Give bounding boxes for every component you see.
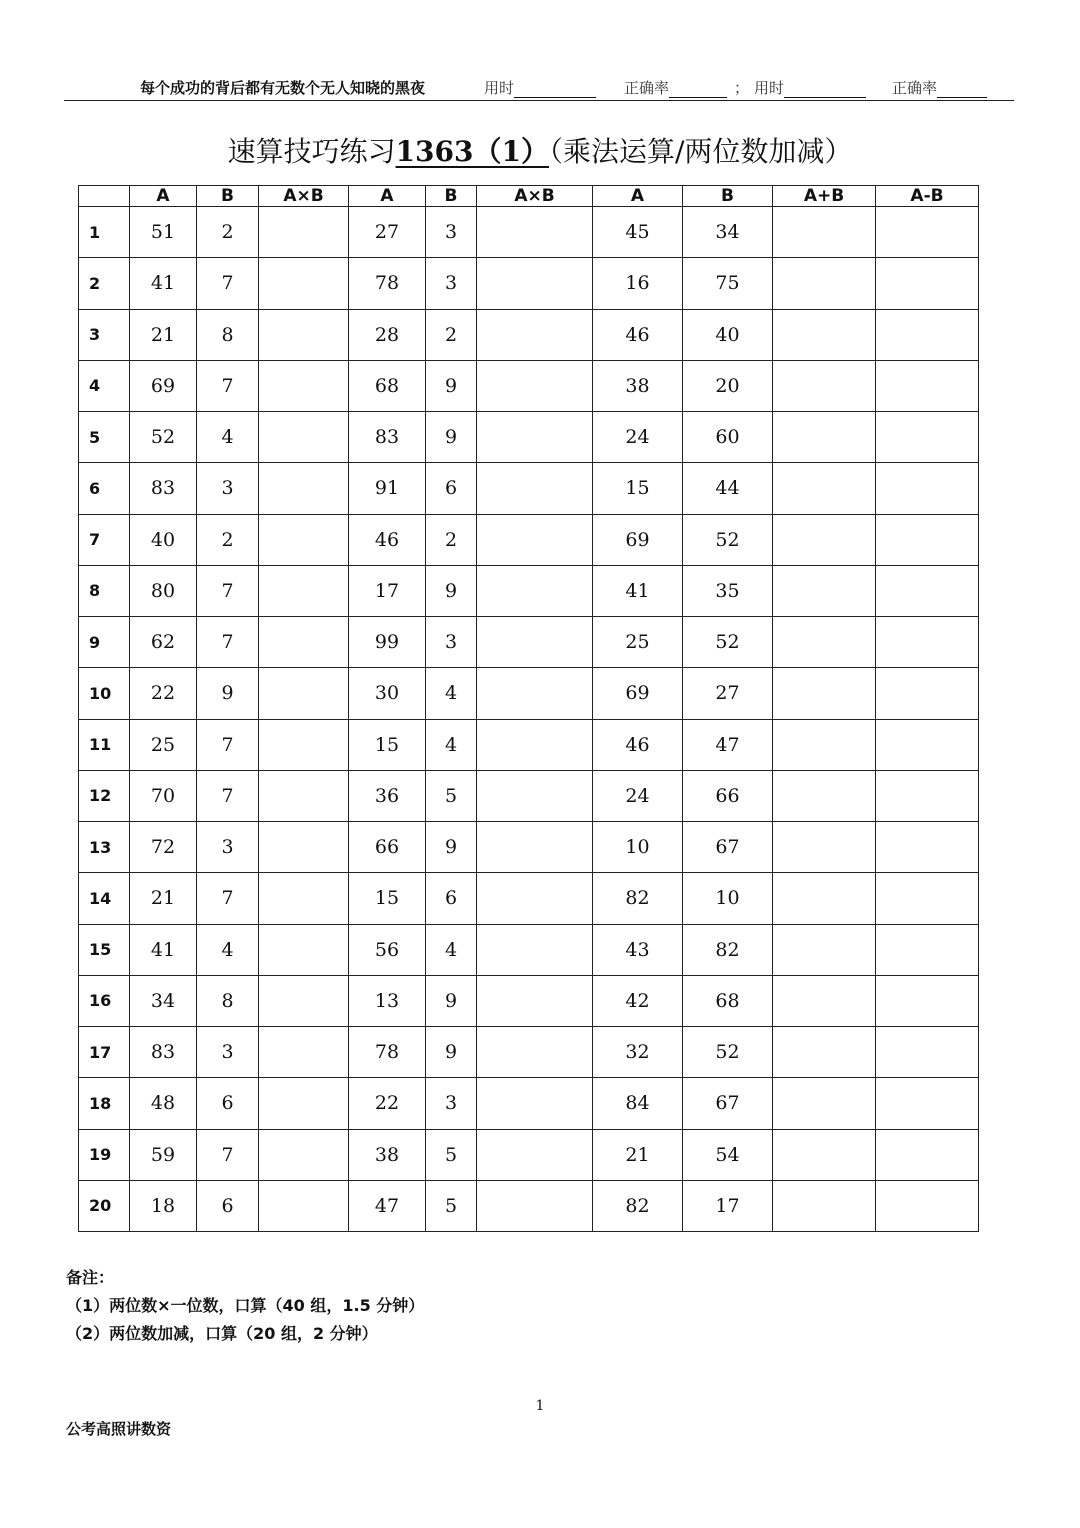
answer-cell[interactable] (876, 822, 979, 873)
operand-cell: 62 (130, 617, 197, 668)
operand-cell: 7 (197, 258, 259, 309)
time-label-1: 用时 (484, 79, 515, 97)
header-row (79, 186, 979, 207)
operand-cell: 9 (426, 360, 477, 411)
answer-cell[interactable] (876, 873, 979, 924)
operand-cell: 25 (593, 617, 683, 668)
answer-cell[interactable] (773, 719, 876, 770)
answer-cell[interactable] (876, 1180, 979, 1231)
operand-cell: 15 (349, 719, 426, 770)
time-label-2: 用时 (754, 79, 785, 97)
answer-cell[interactable] (876, 1129, 979, 1180)
operand-cell: 9 (426, 565, 477, 616)
row-index: 1 (79, 207, 130, 258)
operand-cell: 3 (426, 207, 477, 258)
operand-cell: 84 (593, 1078, 683, 1129)
operand-cell: 4 (426, 719, 477, 770)
operand-cell: 21 (130, 309, 197, 360)
column-header: B (426, 186, 477, 207)
column-header: A+B (773, 186, 876, 207)
row-index: 11 (79, 719, 130, 770)
operand-cell: 2 (197, 514, 259, 565)
operand-cell: 45 (593, 207, 683, 258)
operand-cell: 41 (130, 258, 197, 309)
practice-table (78, 185, 979, 1232)
operand-cell: 35 (683, 565, 773, 616)
answer-cell[interactable] (773, 514, 876, 565)
answer-cell[interactable] (773, 258, 876, 309)
operand-cell: 52 (130, 412, 197, 463)
answer-cell[interactable] (259, 719, 349, 770)
answer-cell[interactable] (876, 565, 979, 616)
operand-cell: 3 (426, 617, 477, 668)
operand-cell: 83 (130, 1027, 197, 1078)
column-header: A (130, 186, 197, 207)
answer-cell[interactable] (773, 463, 876, 514)
row-index: 17 (79, 1027, 130, 1078)
answer-cell[interactable] (876, 719, 979, 770)
operand-cell: 52 (683, 1027, 773, 1078)
answer-cell[interactable] (773, 360, 876, 411)
table-row (79, 463, 979, 514)
table-body (79, 207, 979, 1232)
answer-cell[interactable] (876, 463, 979, 514)
operand-cell: 99 (349, 617, 426, 668)
operand-cell: 7 (197, 873, 259, 924)
row-index: 4 (79, 360, 130, 411)
operand-cell: 7 (197, 360, 259, 411)
answer-cell[interactable] (259, 617, 349, 668)
operand-cell: 28 (349, 309, 426, 360)
operand-cell: 36 (349, 770, 426, 821)
operand-cell: 46 (349, 514, 426, 565)
table-row (79, 617, 979, 668)
row-index: 13 (79, 822, 130, 873)
operand-cell: 69 (593, 514, 683, 565)
answer-cell[interactable] (259, 258, 349, 309)
operand-cell: 7 (197, 1129, 259, 1180)
operand-cell: 68 (349, 360, 426, 411)
answer-cell[interactable] (876, 924, 979, 975)
answer-cell[interactable] (477, 975, 593, 1026)
accuracy-label-1: 正确率 (624, 79, 670, 97)
operand-cell: 6 (426, 873, 477, 924)
operand-cell: 52 (683, 617, 773, 668)
operand-cell: 15 (349, 873, 426, 924)
row-index: 20 (79, 1180, 130, 1231)
operand-cell: 47 (683, 719, 773, 770)
answer-cell[interactable] (773, 822, 876, 873)
operand-cell: 52 (683, 514, 773, 565)
operand-cell: 9 (426, 975, 477, 1026)
row-index: 6 (79, 463, 130, 514)
operand-cell: 66 (349, 822, 426, 873)
answer-cell[interactable] (876, 412, 979, 463)
operand-cell: 13 (349, 975, 426, 1026)
operand-cell: 32 (593, 1027, 683, 1078)
operand-cell: 82 (683, 924, 773, 975)
operand-cell: 3 (426, 258, 477, 309)
answer-cell[interactable] (477, 412, 593, 463)
operand-cell: 69 (593, 668, 683, 719)
row-index: 16 (79, 975, 130, 1026)
column-header: A×B (259, 186, 349, 207)
operand-cell: 78 (349, 1027, 426, 1078)
accuracy-blank-2 (937, 81, 987, 98)
operand-cell: 2 (426, 514, 477, 565)
answer-cell[interactable] (477, 565, 593, 616)
answer-cell[interactable] (259, 1078, 349, 1129)
table-row (79, 770, 979, 821)
operand-cell: 10 (593, 822, 683, 873)
operand-cell: 22 (130, 668, 197, 719)
operand-cell: 48 (130, 1078, 197, 1129)
operand-cell: 9 (426, 1027, 477, 1078)
operand-cell: 7 (197, 617, 259, 668)
operand-cell: 30 (349, 668, 426, 719)
time-blank-2 (784, 81, 866, 98)
answer-cell[interactable] (876, 668, 979, 719)
answer-cell[interactable] (259, 822, 349, 873)
title-number: 1363（1） (395, 135, 549, 168)
operand-cell: 24 (593, 770, 683, 821)
column-header: A (349, 186, 426, 207)
operand-cell: 46 (593, 719, 683, 770)
operand-cell: 21 (130, 873, 197, 924)
answer-cell[interactable] (477, 822, 593, 873)
operand-cell: 54 (683, 1129, 773, 1180)
row-index: 8 (79, 565, 130, 616)
accuracy-field-2 (892, 78, 987, 98)
operand-cell: 21 (593, 1129, 683, 1180)
table-row (79, 1027, 979, 1078)
operand-cell: 4 (197, 412, 259, 463)
answer-cell[interactable] (876, 617, 979, 668)
table-row (79, 309, 979, 360)
operand-cell: 7 (197, 770, 259, 821)
operand-cell: 5 (426, 1129, 477, 1180)
answer-cell[interactable] (259, 412, 349, 463)
operand-cell: 2 (197, 207, 259, 258)
answer-cell[interactable] (477, 719, 593, 770)
operand-cell: 3 (197, 822, 259, 873)
answer-cell[interactable] (477, 1129, 593, 1180)
notes-line-2: （2）两位数加减，口算（20 组，2 分钟） (66, 1324, 378, 1343)
operand-cell: 34 (683, 207, 773, 258)
operand-cell: 6 (426, 463, 477, 514)
answer-cell[interactable] (259, 309, 349, 360)
operand-cell: 60 (683, 412, 773, 463)
notes-line-1: （1）两位数×一位数，口算（40 组，1.5 分钟） (66, 1296, 425, 1315)
answer-cell[interactable] (773, 565, 876, 616)
operand-cell: 67 (683, 822, 773, 873)
answer-cell[interactable] (259, 1180, 349, 1231)
time-field-2 (754, 78, 866, 98)
header-motto: 每个成功的背后都有无数个无人知晓的黑夜 (140, 79, 426, 97)
table-row (79, 975, 979, 1026)
column-header: B (683, 186, 773, 207)
operand-cell: 82 (593, 873, 683, 924)
answer-cell[interactable] (259, 770, 349, 821)
answer-cell[interactable] (259, 207, 349, 258)
operand-cell: 5 (426, 770, 477, 821)
operand-cell: 9 (197, 668, 259, 719)
row-index: 3 (79, 309, 130, 360)
row-index: 15 (79, 924, 130, 975)
answer-cell[interactable] (773, 975, 876, 1026)
accuracy-field-1 (624, 78, 727, 98)
operand-cell: 7 (197, 565, 259, 616)
operand-cell: 3 (197, 1027, 259, 1078)
operand-cell: 69 (130, 360, 197, 411)
operand-cell: 17 (349, 565, 426, 616)
operand-cell: 43 (593, 924, 683, 975)
answer-cell[interactable] (477, 463, 593, 514)
column-header: A (593, 186, 683, 207)
page-header (64, 78, 1014, 101)
row-index: 18 (79, 1078, 130, 1129)
answer-cell[interactable] (477, 1180, 593, 1231)
operand-cell: 9 (426, 412, 477, 463)
answer-cell[interactable] (477, 207, 593, 258)
operand-cell: 6 (197, 1180, 259, 1231)
footer-brand: 公考高照讲数资 (66, 1420, 172, 1438)
accuracy-label-2: 正确率 (892, 79, 938, 97)
answer-cell[interactable] (876, 770, 979, 821)
operand-cell: 10 (683, 873, 773, 924)
table-row (79, 822, 979, 873)
operand-cell: 42 (593, 975, 683, 1026)
answer-cell[interactable] (477, 1027, 593, 1078)
table-row (79, 1129, 979, 1180)
operand-cell: 68 (683, 975, 773, 1026)
answer-cell[interactable] (876, 207, 979, 258)
row-index: 7 (79, 514, 130, 565)
operand-cell: 44 (683, 463, 773, 514)
table-row (79, 514, 979, 565)
table-row (79, 1078, 979, 1129)
answer-cell[interactable] (477, 360, 593, 411)
header-separator: ； (734, 79, 750, 97)
operand-cell: 3 (197, 463, 259, 514)
row-index: 19 (79, 1129, 130, 1180)
table-header (79, 186, 979, 207)
answer-cell[interactable] (477, 924, 593, 975)
answer-cell[interactable] (876, 258, 979, 309)
answer-cell[interactable] (259, 463, 349, 514)
answer-cell[interactable] (876, 975, 979, 1026)
answer-cell[interactable] (773, 1027, 876, 1078)
operand-cell: 47 (349, 1180, 426, 1231)
answer-cell[interactable] (477, 617, 593, 668)
page-title (0, 132, 1080, 172)
table-row (79, 1180, 979, 1231)
operand-cell: 4 (197, 924, 259, 975)
operand-cell: 18 (130, 1180, 197, 1231)
operand-cell: 41 (130, 924, 197, 975)
answer-cell[interactable] (773, 207, 876, 258)
answer-cell[interactable] (773, 668, 876, 719)
answer-cell[interactable] (773, 617, 876, 668)
operand-cell: 4 (426, 924, 477, 975)
answer-cell[interactable] (259, 873, 349, 924)
answer-cell[interactable] (876, 309, 979, 360)
answer-cell[interactable] (876, 360, 979, 411)
time-field-1 (484, 78, 596, 98)
answer-cell[interactable] (259, 1027, 349, 1078)
answer-cell[interactable] (477, 770, 593, 821)
row-index: 2 (79, 258, 130, 309)
operand-cell: 56 (349, 924, 426, 975)
answer-cell[interactable] (259, 668, 349, 719)
answer-cell[interactable] (773, 1129, 876, 1180)
operand-cell: 25 (130, 719, 197, 770)
answer-cell[interactable] (773, 412, 876, 463)
operand-cell: 6 (197, 1078, 259, 1129)
answer-cell[interactable] (477, 258, 593, 309)
operand-cell: 15 (593, 463, 683, 514)
answer-cell[interactable] (477, 873, 593, 924)
operand-cell: 78 (349, 258, 426, 309)
operand-cell: 38 (349, 1129, 426, 1180)
column-header: A×B (477, 186, 593, 207)
operand-cell: 5 (426, 1180, 477, 1231)
operand-cell: 40 (130, 514, 197, 565)
notes (66, 1264, 424, 1348)
column-header: B (197, 186, 259, 207)
operand-cell: 67 (683, 1078, 773, 1129)
operand-cell: 51 (130, 207, 197, 258)
operand-cell: 34 (130, 975, 197, 1026)
operand-cell: 40 (683, 309, 773, 360)
column-header (79, 186, 130, 207)
answer-cell[interactable] (876, 1078, 979, 1129)
time-blank-1 (514, 81, 596, 98)
table-row (79, 719, 979, 770)
operand-cell: 72 (130, 822, 197, 873)
table-row (79, 668, 979, 719)
table-row (79, 360, 979, 411)
answer-cell[interactable] (259, 360, 349, 411)
operand-cell: 83 (130, 463, 197, 514)
operand-cell: 70 (130, 770, 197, 821)
answer-cell[interactable] (477, 668, 593, 719)
column-header: A-B (876, 186, 979, 207)
title-prefix: 速算技巧练习 (227, 135, 396, 168)
answer-cell[interactable] (477, 514, 593, 565)
operand-cell: 16 (593, 258, 683, 309)
operand-cell: 46 (593, 309, 683, 360)
operand-cell: 20 (683, 360, 773, 411)
operand-cell: 7 (197, 719, 259, 770)
answer-cell[interactable] (259, 975, 349, 1026)
answer-cell[interactable] (477, 309, 593, 360)
title-suffix: （乘法运算/两位数加减） (549, 135, 853, 168)
operand-cell: 8 (197, 309, 259, 360)
operand-cell: 41 (593, 565, 683, 616)
row-index: 14 (79, 873, 130, 924)
answer-cell[interactable] (259, 1129, 349, 1180)
row-index: 10 (79, 668, 130, 719)
operand-cell: 2 (426, 309, 477, 360)
operand-cell: 27 (683, 668, 773, 719)
table-row (79, 565, 979, 616)
operand-cell: 66 (683, 770, 773, 821)
table-row (79, 258, 979, 309)
answer-cell[interactable] (773, 873, 876, 924)
operand-cell: 17 (683, 1180, 773, 1231)
page-number: 1 (535, 1398, 545, 1414)
row-index: 12 (79, 770, 130, 821)
operand-cell: 9 (426, 822, 477, 873)
answer-cell[interactable] (773, 1180, 876, 1231)
operand-cell: 4 (426, 668, 477, 719)
operand-cell: 38 (593, 360, 683, 411)
answer-cell[interactable] (259, 924, 349, 975)
row-index: 5 (79, 412, 130, 463)
operand-cell: 82 (593, 1180, 683, 1231)
answer-cell[interactable] (773, 770, 876, 821)
answer-cell[interactable] (773, 309, 876, 360)
operand-cell: 22 (349, 1078, 426, 1129)
operand-cell: 27 (349, 207, 426, 258)
answer-cell[interactable] (773, 1078, 876, 1129)
operand-cell: 75 (683, 258, 773, 309)
operand-cell: 24 (593, 412, 683, 463)
table-row (79, 873, 979, 924)
table-row (79, 207, 979, 258)
operand-cell: 3 (426, 1078, 477, 1129)
table-row (79, 412, 979, 463)
accuracy-blank-1 (669, 81, 727, 98)
table-row (79, 924, 979, 975)
answer-cell[interactable] (876, 514, 979, 565)
operand-cell: 91 (349, 463, 426, 514)
answer-cell[interactable] (477, 1078, 593, 1129)
operand-cell: 59 (130, 1129, 197, 1180)
notes-heading: 备注： (66, 1268, 115, 1287)
operand-cell: 80 (130, 565, 197, 616)
row-index: 9 (79, 617, 130, 668)
answer-cell[interactable] (876, 1027, 979, 1078)
operand-cell: 83 (349, 412, 426, 463)
answer-cell[interactable] (259, 514, 349, 565)
answer-cell[interactable] (773, 924, 876, 975)
answer-cell[interactable] (259, 565, 349, 616)
operand-cell: 8 (197, 975, 259, 1026)
